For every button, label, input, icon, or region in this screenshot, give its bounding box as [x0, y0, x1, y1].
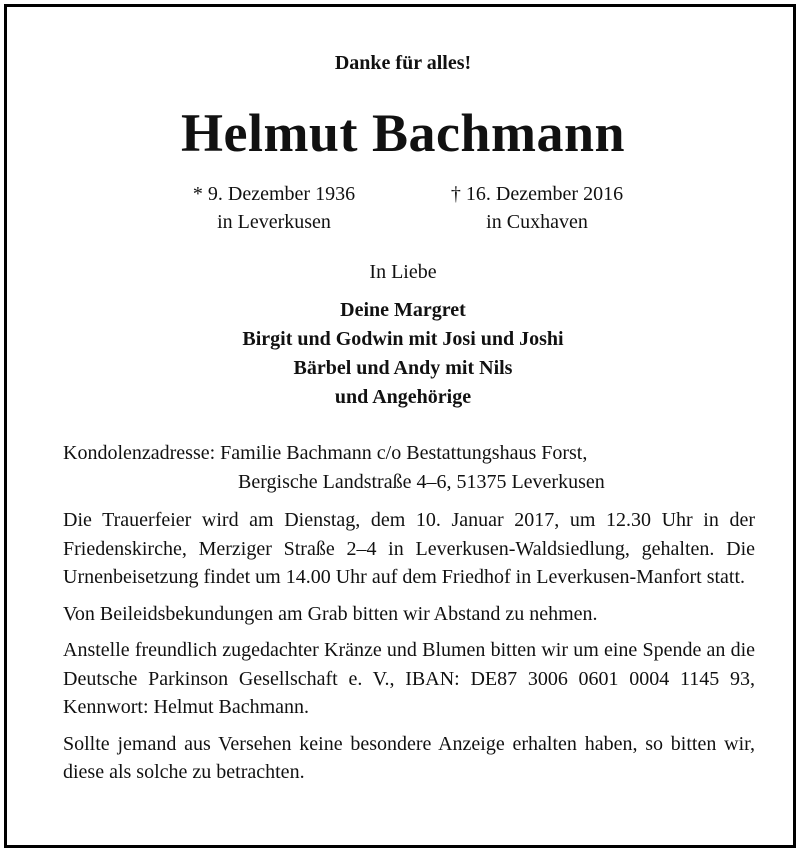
address-line-2: Bergische Landstraße 4–6, 51375 Leverkusen	[238, 471, 605, 493]
address-line-1: Kondolenzadresse: Familie Bachmann c/o Bestattungshaus Forst,	[63, 442, 588, 464]
funeral-paragraph: Die Trauerfeier wird am Dienstag, dem 10. Januar 2017, um 12.30 Uhr in der Friedenskirche, Merziger Straße 2–4 in Leverkusen-Waldsiedlung, gehalten. Die Urnenbeisetzung findet um 14.00 Uhr auf dem Friedhof in Leverkusen-Manfort statt.	[63, 509, 755, 588]
mourners-list	[7, 296, 799, 412]
death-info	[422, 180, 652, 236]
mourner-line: Deine Margret	[340, 299, 466, 321]
birth-info	[159, 180, 389, 236]
obituary-notice	[4, 4, 796, 848]
closing-paragraph: Sollte jemand aus Versehen keine besondere Anzeige erhalten haben, so bitten wir, diese als solche zu betrachten.	[63, 732, 755, 783]
condolence-address	[63, 439, 753, 497]
death-place: in Cuxhaven	[486, 211, 588, 233]
donation-paragraph: Anstelle freundlich zugedachter Kränze und Blumen bitten wir um eine Spende an die Deutsche Parkinson Gesellschaft e. V., IBAN: DE87 3006 0601 0004 1145 93, Kennwort: Helmut Bachmann.	[63, 639, 755, 718]
deceased-name: Helmut Bachmann	[180, 103, 626, 163]
mourner-line: Birgit und Godwin mit Josi und Joshi	[242, 328, 564, 350]
mourner-line: Bärbel und Andy mit Nils	[293, 357, 513, 379]
condolence-paragraph: Von Beileidsbekundungen am Grab bitten wir Abstand zu nehmen.	[63, 602, 598, 625]
notice-body	[63, 506, 755, 795]
death-date: † 16. Dezember 2016	[450, 183, 624, 205]
in-love-line: In Liebe	[369, 261, 437, 283]
intro-heading: Danke für alles!	[334, 52, 472, 74]
birth-place: in Leverkusen	[217, 211, 331, 233]
mourner-line: und Angehörige	[334, 386, 472, 408]
birth-date: * 9. Dezember 1936	[192, 183, 356, 205]
